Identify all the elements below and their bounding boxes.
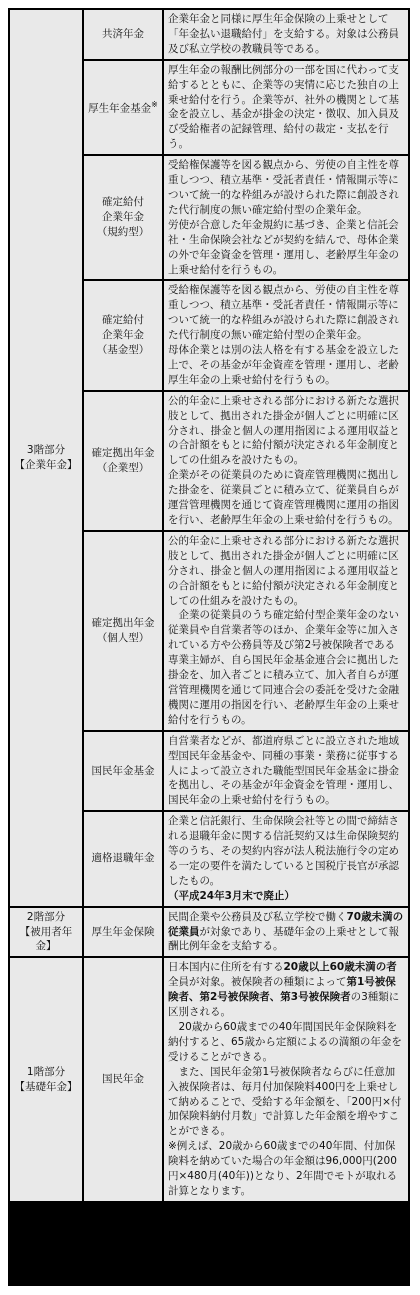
plan-name-cell <box>84 532 162 730</box>
table-row <box>10 10 408 59</box>
tier-label: 1階部分 【基礎年金】 <box>14 1065 78 1093</box>
plan-description-cell <box>164 10 408 59</box>
emphasis-text: 第1号被保険者、第2号被保険者、第3号被保険者 <box>168 976 396 1004</box>
plan-name: 国民年金基金 <box>91 764 155 777</box>
plan-name: 国民年金 <box>102 1073 144 1086</box>
plan-description-cell <box>164 908 408 957</box>
plan-name: 確定拠出年金 （個人型） <box>91 616 155 644</box>
description-note: ※例えば、20歳から60歳までの40年間、付加保険料を納めていた場合の年金額は96,000円(200円×480月(40年))となり、2年間でモトが取れる計算となります。 <box>168 1140 398 1197</box>
tier-label: 3階部分 【企業年金】 <box>14 443 78 471</box>
plan-name: 確定給付 企業年金 （基金型） <box>96 314 150 357</box>
plan-description-cell <box>164 532 408 730</box>
emphasis-text: 70歳未満の従業員 <box>168 910 404 938</box>
plan-name-cell <box>84 392 162 530</box>
footnote-mark: ※ <box>151 99 158 109</box>
description-text: 20歳から60歳までの40年間国民年金保険料を納付すると、65歳から定額によるの満額の年金を受けることができる。 <box>168 1021 402 1063</box>
plan-name: 確定給付 企業年金 （規約型） <box>96 196 150 239</box>
plan-description-cell <box>164 281 408 389</box>
plan-description-cell <box>164 156 408 279</box>
description-text: 企業がその従業員のために資産管理機関に拠出した掛金を、従業員ごとに積み立て、従業員自らが運営管理機関を通じて資産管理機関に運用の指図を行い、老齢厚生年金の上乗せ給付を行うもの。 <box>168 469 399 526</box>
tier-label: 2階部分 【被用者年金】 <box>19 910 73 953</box>
plan-name-cell <box>84 281 162 389</box>
description-text: 自営業者などが、都道府県ごとに設立された地域型国民年金基金や、同種の事業・業務に従事する人によって設立された職能型国民年金基金に掛金を拠出し、その基金が年金資金を管理・運用し、国民年金の上乗せ給付を行うもの。 <box>168 734 399 807</box>
tier-cell-1 <box>10 958 82 1201</box>
tier-cell-3 <box>10 10 82 906</box>
plan-name: 厚生年金基金 <box>88 102 152 115</box>
description-text: 母体企業とは別の法人格を有する基金を設立した上で、その基金が年金資産を管理・運用し、老齢厚生年金の上乗せ給付を行うもの。 <box>168 344 399 386</box>
description-text: 受給権保護等を図る観点から、労使の自主性を尊重しつつ、積立基準・受託者責任・情報開示等について統一的な枠組みが設けられた際に創設された代行制度の無い確定給付型の企業年金。 <box>168 284 399 342</box>
description-text: 厚生年金の報酬比例部分の一部を国に代わって支給するとともに、企業等の実情に応じた独自の上乗せ給付を行う。企業等が、社外の機関として基金を設立し、基金が掛金の決定・徴収、加入員及び受給権者の記録管理、給付の裁定・支払を行う。 <box>168 63 399 151</box>
plan-description-cell <box>164 812 408 905</box>
emphasis-text: 20歳以上60歳未満の者 <box>283 961 397 974</box>
description-text: 企業と信託銀行、生命保険会社等との間で締結される退職年金に関する信託契約又は生命保険契約等のうち、その契約内容が法人税法施行令の定める一定の要件を満たしていると国税庁長官が承認したもの。 <box>168 815 399 887</box>
description-text: また、国民年金第1号被保険者ならびに任意加入被保険者は、毎月付加保険料400円を上乗せして納めることで、受給する年金額を、「200円×付加保険料納付月数」で計算した年金額を増やすことができる。 <box>168 1065 402 1138</box>
plan-description-cell <box>164 392 408 530</box>
description-text: 受給権保護等を図る観点から、労使の自主性を尊重しつつ、積立基準・受託者責任・情報開示等について統一的な枠組みが設けられた際に創設された代行制度の無い確定給付型の企業年金。 <box>168 159 399 216</box>
description-text: 企業年金と同様に厚生年金保険の上乗せとして「年金払い退職給付」を支給する。対象は公務員及び私立学校の教職員等である。 <box>168 13 399 55</box>
plan-name-cell <box>84 958 162 1201</box>
plan-description-cell <box>164 732 408 811</box>
abolished-note: （平成24年3月末で廃止） <box>168 889 295 902</box>
description-text: 公的年金に上乗せされる部分における新たな選択肢として、拠出された掛金が個人ごとに明確に区分され、掛金と個人の運用指図による運用収益との合計額をもとに給付額が決定される年金制度としての仕組みを設けたもの。 <box>168 534 400 607</box>
pension-system-table <box>8 8 410 1203</box>
plan-name-cell <box>84 156 162 279</box>
plan-name: 厚生年金保険 <box>91 925 155 938</box>
table-row <box>10 958 408 1201</box>
text-segment: 全員が対象。被保険者の種類によって <box>168 976 347 989</box>
text-segment: が対象であり、基礎年金の上乗せとして報酬比例年金を支給する。 <box>168 925 399 953</box>
text-segment: の3種類に区別される。 <box>168 991 400 1019</box>
plan-name-cell <box>84 61 162 154</box>
plan-name-cell <box>84 812 162 905</box>
plan-name: 確定拠出年金 （企業型） <box>91 446 155 474</box>
plan-description-cell <box>164 958 408 1201</box>
description-text: 公的年金に上乗せされる部分における新たな選択肢として、拠出された掛金が個人ごとに明確に区分され、掛金と個人の運用指図による運用収益との合計額をもとに給付額が決定される年金制度としての仕組みを設けたもの。 <box>168 394 400 467</box>
text-segment: 民間企業や公務員及び私立学校で働く <box>168 910 347 923</box>
description-text <box>168 960 404 1020</box>
description-text <box>168 910 404 955</box>
plan-description-cell <box>164 61 408 154</box>
plan-name-cell <box>84 908 162 957</box>
plan-name-cell <box>84 10 162 59</box>
description-text: 労使が合意した年金規約に基づき、企業と信託会社・生命保険会社などが契約を結んで、母体企業の外で年金資金を管理・運用し、老齢厚生年金の上乗せ給付を行うもの。 <box>168 218 399 276</box>
description-text: 企業の従業員のうち確定給付型企業年金のない従業員や自営業者等のほか、企業年金等に加入されている方や公務員等及び第2号被保険者である専業主婦が、自ら国民年金基金連合会に拠出した掛金を、加入者ごとに積み立て、加入者自らが運営管理機関を通じて同連合会の委託を受けた金融機関に運用の指図を行い、老齢厚生年金の上乗せ給付を行うもの。 <box>168 609 399 726</box>
table-row <box>10 908 408 957</box>
plan-name-cell <box>84 732 162 811</box>
plan-name: 共済年金 <box>102 27 144 40</box>
tier-cell-2 <box>10 908 82 957</box>
pension-table-frame <box>8 8 410 1286</box>
text-segment: 日本国内に住所を有する <box>168 961 284 974</box>
plan-name: 適格退職年金 <box>91 852 155 865</box>
